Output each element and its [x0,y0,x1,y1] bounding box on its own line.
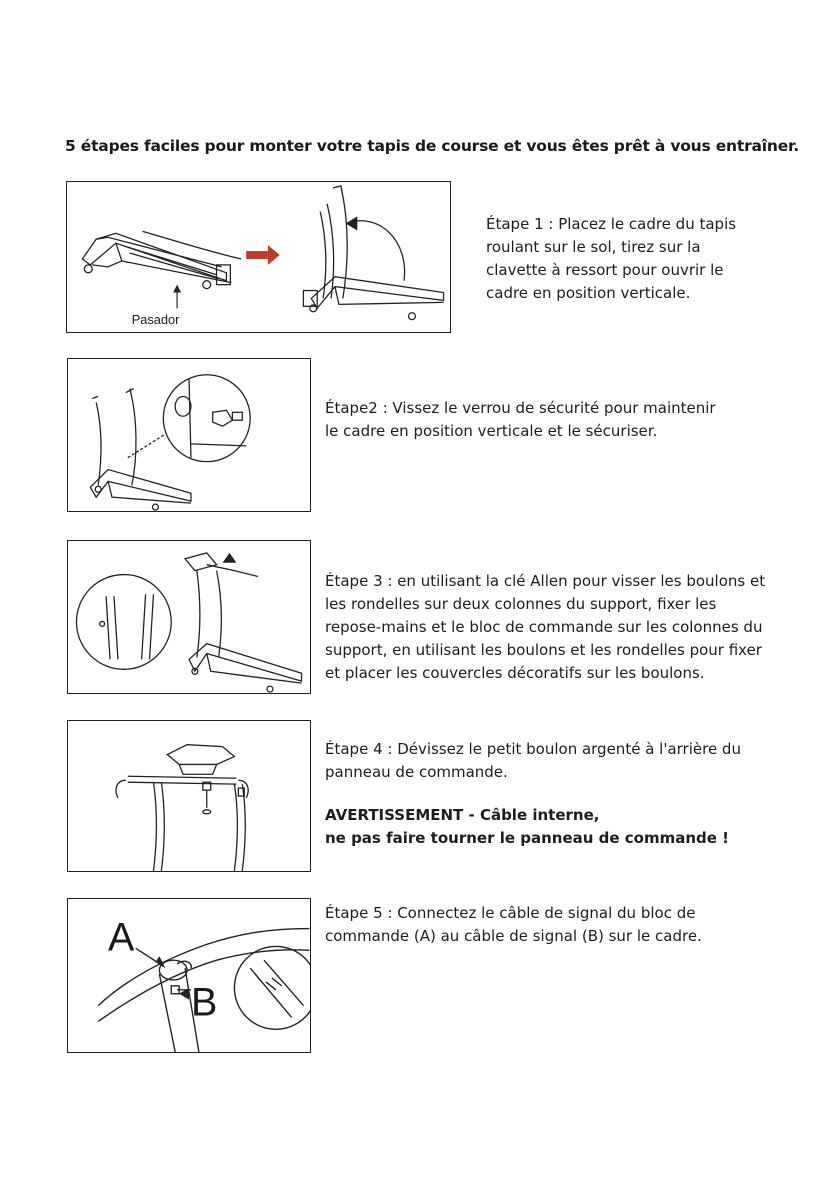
step5-text [325,902,702,948]
warning-line: AVERTISSEMENT - Câble interne, [325,806,600,824]
step3-line: les rondelles sur deux colonnes du support, fixer les [325,595,717,613]
step4-line: panneau de commande. [325,763,508,781]
step2-text [325,397,716,443]
step1-text [486,213,736,305]
step3-text [325,570,765,685]
treadmill-folded-illustration [67,182,450,332]
step5-line: commande (A) au câble de signal (B) sur le cadre. [325,927,702,945]
pin-label: Pasador [131,312,180,328]
step3-line: repose-mains et le bloc de commande sur les colonnes du [325,618,763,636]
label-b: B [190,980,218,1025]
label-a: A [108,915,135,960]
step3-line: Étape 3 : en utilisant la clé Allen pour visser les boulons et [325,572,766,590]
warning-text [325,804,741,850]
step3-figure [67,540,311,694]
direction-arrow-icon [246,245,280,265]
step1-line: Étape 1 : Placez le cadre du tapis [486,215,737,233]
handrail-assembly-illustration [68,541,310,693]
step4-figure [67,720,311,872]
page-heading: 5 étapes faciles pour monter votre tapis de course et vous êtes prêt à vous entraîner. [65,137,799,155]
warning-line: ne pas faire tourner le panneau de commande ! [325,829,730,847]
step5-figure [67,898,311,1053]
safety-lock-illustration [68,359,310,511]
console-bolt-illustration [68,721,310,871]
step3-line: et placer les couvercles décoratifs sur les boulons. [325,664,705,682]
signal-cable-illustration [68,899,310,1052]
step5-line: Étape 5 : Connectez le câble de signal du bloc de [325,904,696,922]
step1-line: roulant sur le sol, tirez sur la [486,238,701,256]
step2-figure [67,358,311,512]
step1-line: cadre en position verticale. [486,284,691,302]
step1-line: clavette à ressort pour ouvrir le [486,261,724,279]
step3-line: support, en utilisant les boulons et les rondelles pour fixer [325,641,762,659]
step4-text [325,738,741,850]
step2-line: Étape2 : Vissez le verrou de sécurité pour maintenir [325,399,716,417]
step2-line: le cadre en position verticale et le sécuriser. [325,422,658,440]
step1-figure [66,181,451,333]
step4-line: Étape 4 : Dévissez le petit boulon argenté à l'arrière du [325,740,741,758]
